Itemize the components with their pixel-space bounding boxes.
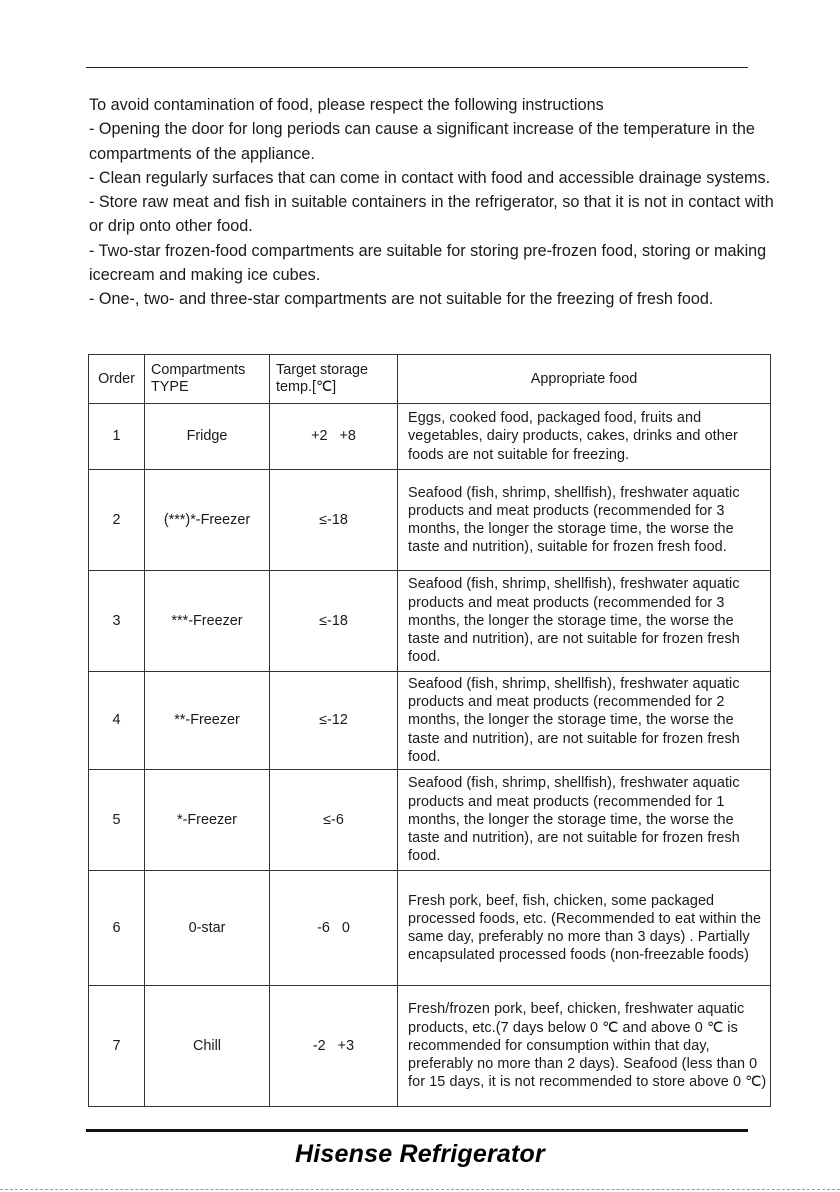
table-row (89, 986, 771, 1107)
food-cell: Fresh/frozen pork, beef, chicken, freshwater aquatic products, etc.(7 days below 0 ℃ and above 0 ℃ is recommended for consumption within that day, preferably no more than 2 days). Seafood (less than 0 for 15 days, it is not recommended to store above 0 ℃) (398, 986, 771, 1107)
header-temp (270, 355, 398, 404)
order-cell: 1 (89, 404, 145, 470)
page-edge-dashed-line (0, 1189, 840, 1190)
header-rule (86, 67, 748, 68)
header-food: Appropriate food (398, 355, 771, 404)
temp-cell: ≤-12 (270, 672, 398, 770)
food-cell: Seafood (fish, shrimp, shellfish), freshwater aquatic products and meat products (recommended for 1 months, the longer the storage time, the worse the taste and nutrition), are not suitable for frozen fresh food. (398, 770, 771, 871)
table-row (89, 672, 771, 770)
food-cell: Eggs, cooked food, packaged food, fruits and vegetables, dairy products, cakes, drinks and other foods are not suitable for freezing. (398, 404, 771, 470)
compartment-table (88, 354, 771, 1107)
brand-logo: Hisense Refrigerator (295, 1140, 545, 1168)
table-row (89, 871, 771, 986)
type-cell: 0-star (145, 871, 270, 986)
type-cell: Fridge (145, 404, 270, 470)
header-type-line1: Compartments (151, 362, 246, 378)
order-cell: 5 (89, 770, 145, 871)
temp-cell: ≤-18 (270, 571, 398, 672)
food-cell: Fresh pork, beef, fish, chicken, some packaged processed foods, etc. (Recommended to eat within the same day, preferably no more than 3 days) . Partially encapsulated processed foods (non-freezable foods) (398, 871, 771, 986)
header-temp-line2: temp.[℃] (276, 379, 337, 395)
intro-line: - Two-star frozen-food compartments are suitable for storing pre-frozen food, storing or making icecream and making ice cubes. (89, 241, 767, 285)
type-cell: (***)*-Freezer (145, 470, 270, 571)
food-cell: Seafood (fish, shrimp, shellfish), freshwater aquatic products and meat products (recommended for 3 months, the longer the storage time, the worse the taste and nutrition), suitable for frozen fresh food. (398, 470, 771, 571)
table-header-row (89, 355, 771, 404)
type-cell: ***-Freezer (145, 571, 270, 672)
food-cell: Seafood (fish, shrimp, shellfish), freshwater aquatic products and meat products (recommended for 3 months, the longer the storage time, the worse the taste and nutrition), are not suitable for frozen fresh food. (398, 571, 771, 672)
intro-instructions (89, 93, 779, 312)
footer-rule (86, 1129, 748, 1132)
type-cell: *-Freezer (145, 770, 270, 871)
intro-line: To avoid contamination of food, please respect the following instructions (89, 96, 604, 114)
order-cell: 3 (89, 571, 145, 672)
order-cell: 6 (89, 871, 145, 986)
temp-cell: +2 +8 (270, 404, 398, 470)
intro-line: - Clean regularly surfaces that can come in contact with food and accessible drainage systems. (89, 168, 771, 187)
table-row (89, 404, 771, 470)
intro-line: - Store raw meat and fish in suitable containers in the refrigerator, so that it is not in contact with or drip onto other food. (89, 193, 774, 236)
header-type-line2: TYPE (151, 379, 189, 395)
header-temp-line1: Target storage (276, 362, 368, 378)
table-row (89, 470, 771, 571)
type-cell: Chill (145, 986, 270, 1107)
intro-line: - One-, two- and three-star compartments are not suitable for the freezing of fresh food. (89, 290, 714, 309)
order-cell: 7 (89, 986, 145, 1107)
temp-cell: -6 0 (270, 871, 398, 986)
temp-cell: ≤-6 (270, 770, 398, 871)
temp-cell: ≤-18 (270, 470, 398, 571)
intro-line: - Opening the door for long periods can cause a significant increase of the temperature in the compartments of the appliance. (89, 120, 755, 163)
food-cell: Seafood (fish, shrimp, shellfish), freshwater aquatic products and meat products (recommended for 2 months, the longer the storage time, the worse the taste and nutrition), are not suitable for frozen fresh food. (398, 672, 771, 770)
header-order: Order (89, 355, 145, 404)
type-cell: **-Freezer (145, 672, 270, 770)
table-row (89, 571, 771, 672)
temp-cell: -2 +3 (270, 986, 398, 1107)
order-cell: 4 (89, 672, 145, 770)
header-type (145, 355, 270, 404)
table-row (89, 770, 771, 871)
order-cell: 2 (89, 470, 145, 571)
